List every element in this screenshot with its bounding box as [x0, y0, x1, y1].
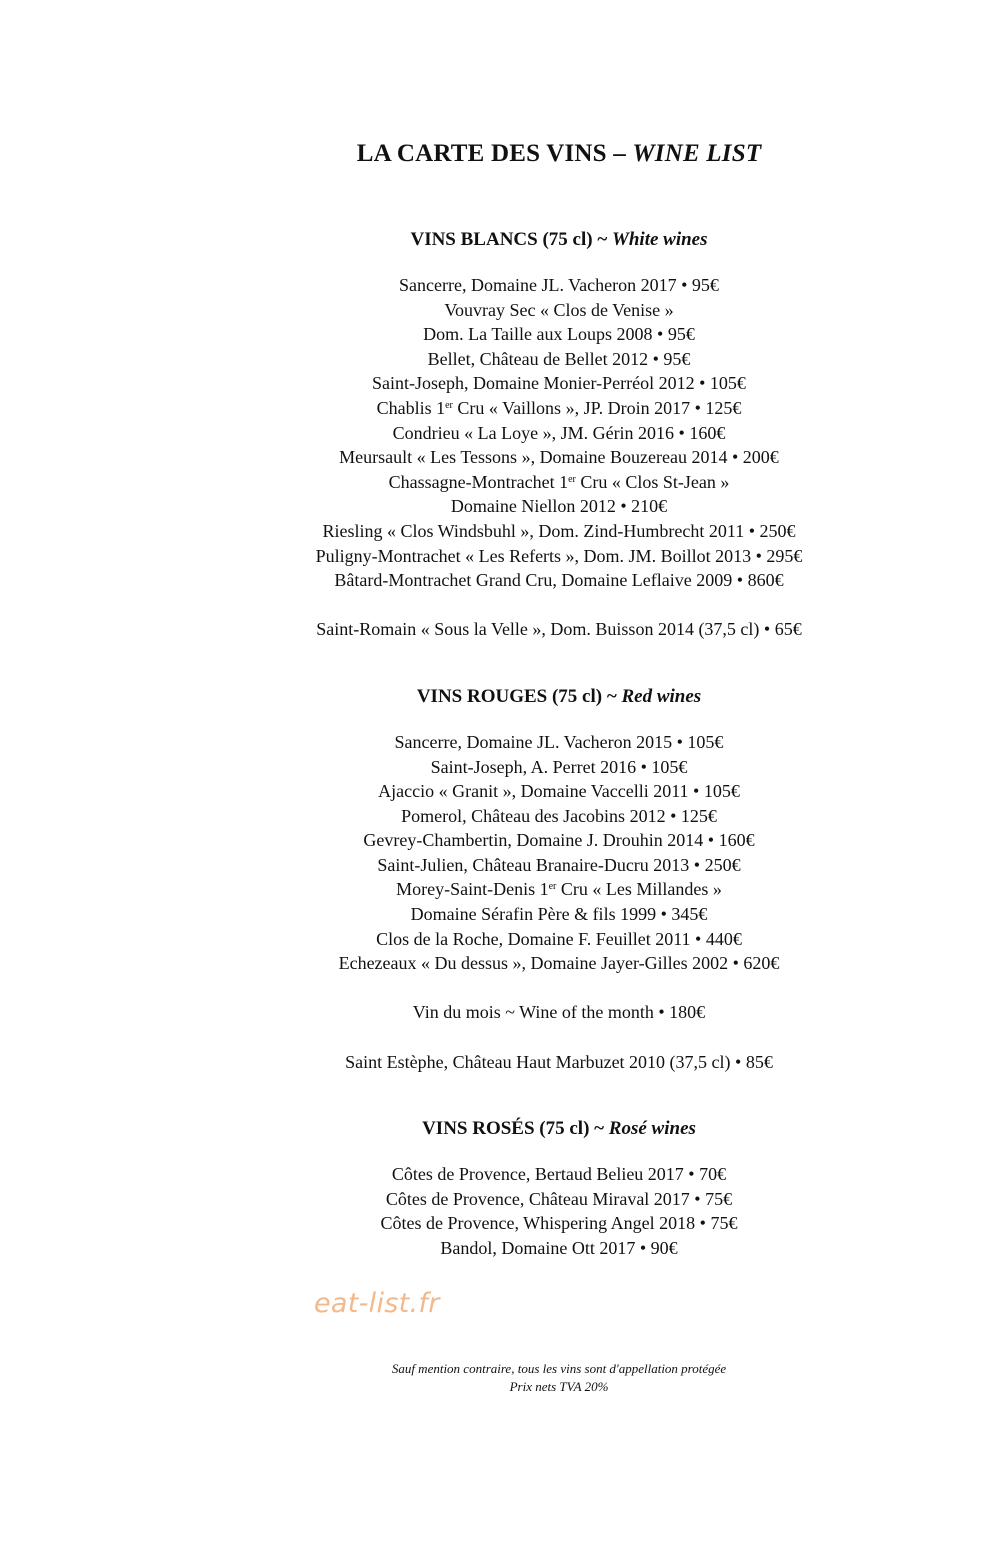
wine-entry: Vin du mois ~ Wine of the month • 180€ — [412, 1002, 706, 1023]
wine-entry: Pomerol, Château des Jacobins 2012 • 125€ — [401, 805, 717, 826]
wine-entry: Sancerre, Domaine JL. Vacheron 2017 • 95€ — [399, 275, 719, 295]
wine-entry: Condrieu « La Loye », JM. Gérin 2016 • 160€ — [392, 422, 726, 443]
wine-section — [266, 684, 852, 1074]
wine-entry: Puligny-Montrachet « Les Referts », Dom. JM. Boillot 2013 • 295€ — [315, 545, 803, 566]
wine-section — [266, 1116, 852, 1260]
wine-entry: Côtes de Provence, Bertaud Belieu 2017 • 70€ — [391, 1164, 727, 1185]
wine-entry: Saint-Romain « Sous la Velle », Dom. Buisson 2014 (37,5 cl) • 65€ — [316, 619, 802, 640]
page-title-main: LA CARTE DES VINS – — [356, 140, 626, 167]
wine-entry: Morey-Saint-Denis 1er Cru « Les Millandes » — [396, 879, 722, 900]
group-spacer — [266, 976, 852, 1001]
wine-entry: Clos de la Roche, Domaine F. Feuillet 2011 • 440€ — [376, 928, 742, 949]
wine-entry: Sancerre, Domaine JL. Vacheron 2015 • 105€ — [394, 731, 724, 752]
section-heading-italic: Rosé wines — [608, 1118, 696, 1140]
wine-entry: Bandol, Domaine Ott 2017 • 90€ — [440, 1238, 678, 1258]
wine-entry: Saint Estèphe, Château Haut Marbuzet 2010 (37,5 cl) • 85€ — [345, 1051, 773, 1072]
wine-entry: Vouvray Sec « Clos de Venise » — [444, 299, 674, 320]
group-spacer — [266, 1025, 852, 1050]
section-heading — [266, 227, 852, 253]
footer-line-prices: Prix nets TVA 20% — [509, 1379, 609, 1394]
watermark-logo: eat-list.fr — [314, 1288, 440, 1319]
wine-entry: Dom. La Taille aux Loups 2008 • 95€ — [423, 324, 695, 345]
wine-entry: Bâtard-Montrachet Grand Cru, Domaine Leflaive 2009 • 860€ — [334, 570, 784, 591]
wine-list-content — [266, 138, 852, 1303]
section-heading-main: VINS BLANCS (75 cl) ~ — [410, 229, 608, 250]
wine-entry: Echezeaux « Du dessus », Domaine Jayer-Gilles 2002 • 620€ — [338, 953, 780, 974]
wine-entry: Côtes de Provence, Whispering Angel 2018 • 75€ — [380, 1213, 738, 1234]
wine-entry: Saint-Joseph, Domaine Monier-Perréol 2012 • 105€ — [372, 373, 746, 394]
wine-entry: Chablis 1er Cru « Vaillons », JP. Droin 2017 • 125€ — [376, 397, 742, 418]
wine-entry: Bellet, Château de Bellet 2012 • 95€ — [427, 348, 691, 369]
footer-note — [266, 1360, 852, 1396]
wine-entry: Saint-Joseph, A. Perret 2016 • 105€ — [430, 756, 688, 777]
group-spacer — [266, 593, 852, 618]
page-title — [266, 138, 852, 170]
wine-entry: Domaine Sérafin Père & fils 1999 • 345€ — [410, 904, 708, 925]
wine-entry: Saint-Julien, Château Branaire-Ducru 2013 • 250€ — [377, 854, 741, 875]
wine-entry: Côtes de Provence, Château Miraval 2017 • 75€ — [385, 1188, 733, 1209]
section-heading — [266, 684, 852, 710]
section-heading-italic: White wines — [611, 229, 708, 250]
wine-entry: Meursault « Les Tessons », Domaine Bouzereau 2014 • 200€ — [339, 447, 779, 468]
wine-sections — [266, 227, 852, 1261]
wine-entry: Chassagne-Montrachet 1er Cru « Clos St-Jean » — [388, 471, 730, 492]
wine-entry: Ajaccio « Granit », Domaine Vaccelli 2011 • 105€ — [378, 781, 740, 802]
page-title-italic: WINE LIST — [632, 140, 762, 167]
wine-entry: Domaine Niellon 2012 • 210€ — [450, 496, 668, 517]
section-heading-italic: Red wines — [621, 685, 702, 707]
section-heading-main: VINS ROUGES (75 cl) ~ — [416, 685, 617, 707]
section-heading-main: VINS ROSÉS (75 cl) ~ — [422, 1118, 605, 1140]
footer-line-appellation: Sauf mention contraire, tous les vins sont d'appellation protégée — [391, 1361, 727, 1376]
wine-entry: Gevrey-Chambertin, Domaine J. Drouhin 2014 • 160€ — [363, 830, 755, 851]
section-heading — [266, 1116, 852, 1142]
wine-entry: Riesling « Clos Windsbuhl », Dom. Zind-Humbrecht 2011 • 250€ — [322, 520, 796, 541]
wine-section — [266, 227, 852, 642]
